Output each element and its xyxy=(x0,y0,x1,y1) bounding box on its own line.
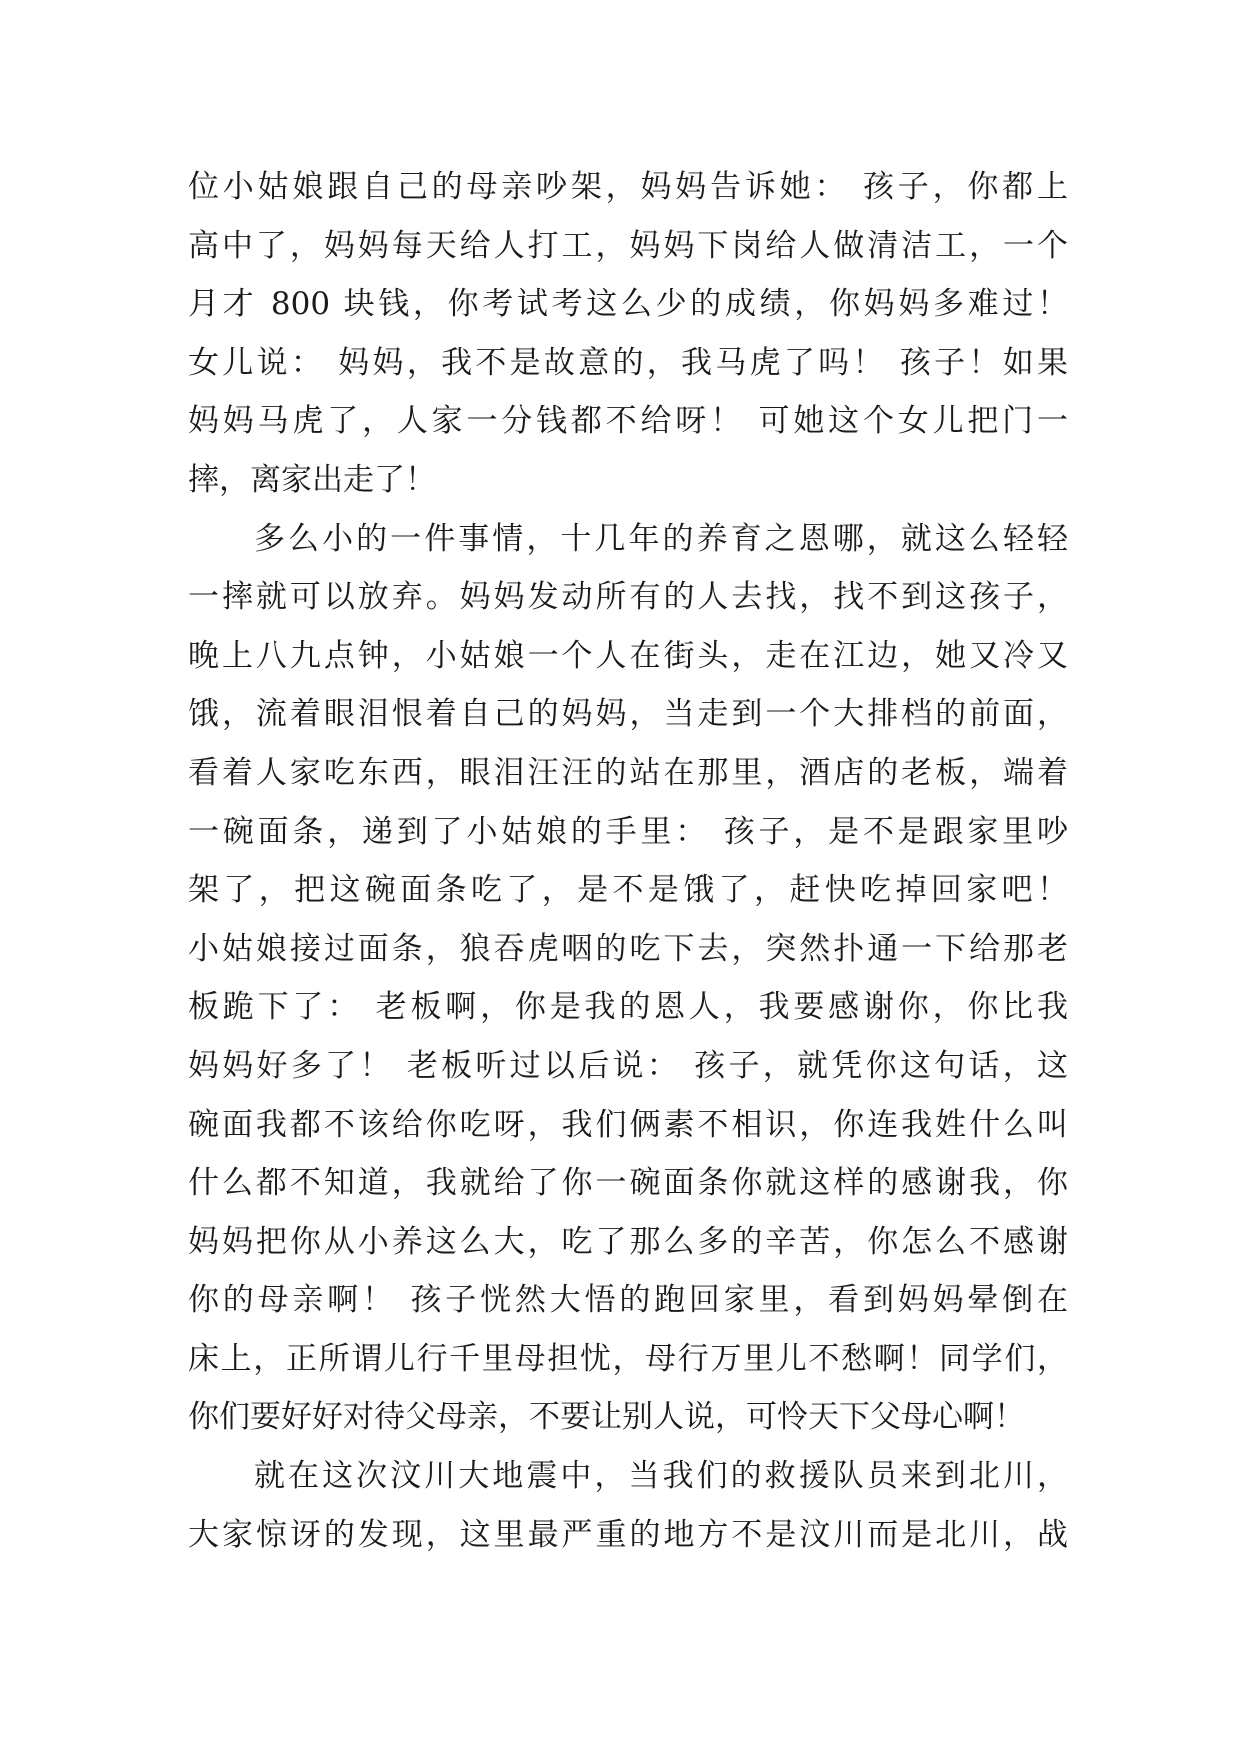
text-line: 位小姑娘跟自己的母亲吵架，妈妈告诉她： 孩子，你都上 xyxy=(188,169,1068,205)
text-line: 妈妈马虎了，人家一分钱都不给呀！ 可她这个女儿把门一 xyxy=(188,403,1068,440)
text-line: 看着人家吃东西，眼泪汪汪的站在那里，酒店的老板，端着 xyxy=(188,754,1068,791)
text-line: 床上，正所谓儿行千里母担忧，母行万里儿不愁啊！同学们， xyxy=(188,1340,1068,1377)
text-line: 女儿说： 妈妈，我不是故意的，我马虎了吗！ 孩子！如果 xyxy=(188,344,1068,381)
paragraph-first-line: 就在这次汶川大地震中，当我们的救援队员来到北川， xyxy=(254,1458,1068,1495)
body-text xyxy=(188,158,1068,1564)
text-line: 碗面我都不该给你吃呀，我们俩素不相识，你连我姓什么叫 xyxy=(188,1106,1068,1143)
text-line: 一摔就可以放弃。妈妈发动所有的人去找，找不到这孩子， xyxy=(188,579,1068,616)
text-line: 摔，离家出走了！ xyxy=(188,461,436,498)
text-line: 晚上八九点钟，小姑娘一个人在街头，走在江边，她又冷又 xyxy=(188,637,1068,674)
paragraph-first-line: 多么小的一件事情，十几年的养育之恩哪，就这么轻轻 xyxy=(254,520,1068,557)
text-line: 大家惊讶的发现，这里最严重的地方不是汶川而是北川，战 xyxy=(188,1516,1068,1553)
text-line: 你的母亲啊！ 孩子恍然大悟的跑回家里，看到妈妈晕倒在 xyxy=(188,1282,1068,1319)
text-line: 什么都不知道，我就给了你一碗面条你就这样的感谢我，你 xyxy=(188,1165,1068,1202)
text-line: 月才 800 块钱，你考试考这么少的成绩，你妈妈多难过！ xyxy=(188,286,1068,323)
text-line: 高中了，妈妈每天给人打工，妈妈下岗给人做清洁工，一个 xyxy=(188,227,1068,264)
text-line: 板跪下了： 老板啊，你是我的恩人，我要感谢你，你比我 xyxy=(188,989,1068,1026)
text-line: 妈妈好多了！ 老板听过以后说： 孩子，就凭你这句话，这 xyxy=(188,1047,1068,1084)
text-line: 小姑娘接过面条，狼吞虎咽的吃下去，突然扑通一下给那老 xyxy=(188,930,1068,967)
text-line: 饿，流着眼泪恨着自己的妈妈，当走到一个大排档的前面， xyxy=(188,696,1068,733)
text-line: 你们要好好对待父母亲，不要让别人说，可怜天下父母心啊！ xyxy=(188,1399,1025,1436)
text-line: 一碗面条，递到了小姑娘的手里： 孩子，是不是跟家里吵 xyxy=(188,813,1068,850)
text-line: 架了，把这碗面条吃了，是不是饿了，赶快吃掉回家吧！ xyxy=(188,872,1068,909)
text-line: 妈妈把你从小养这么大，吃了那么多的辛苦，你怎么不感谢 xyxy=(188,1223,1068,1260)
